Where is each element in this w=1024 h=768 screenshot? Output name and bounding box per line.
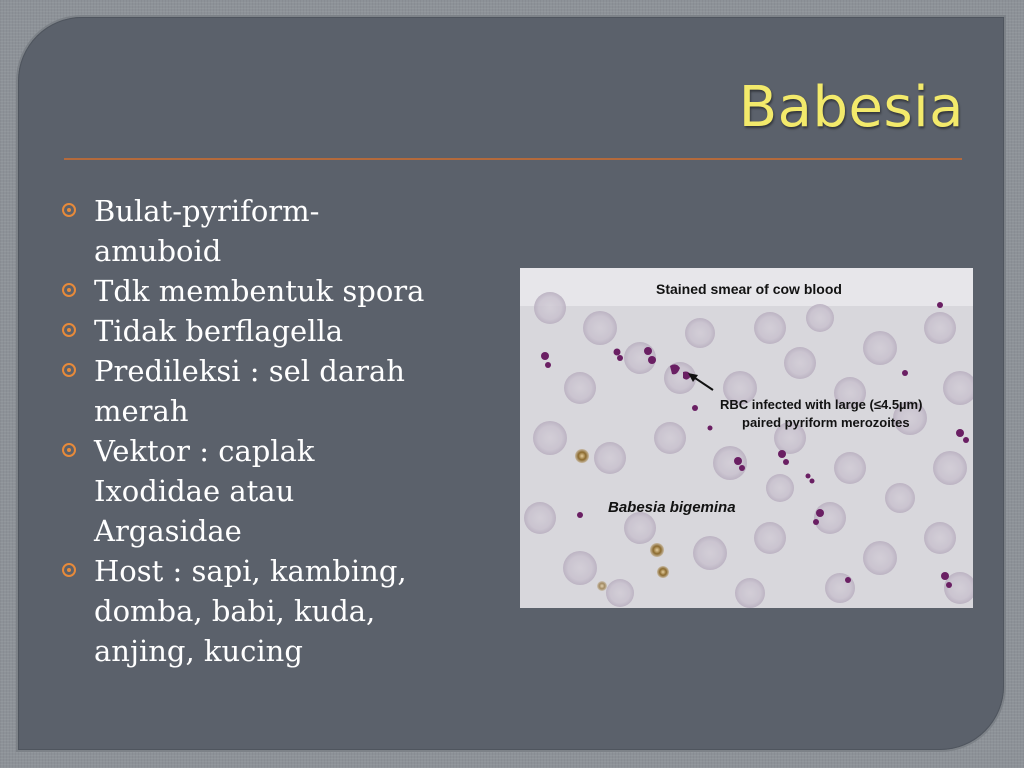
- bullet-circle-icon: [62, 443, 76, 457]
- bullet-circle-icon: [62, 203, 76, 217]
- annotation-line-1: RBC infected with large (≤4.5µm): [720, 397, 923, 412]
- slide-title: Babesia: [738, 75, 964, 140]
- bullet-circle-icon: [62, 283, 76, 297]
- bullet-item: [62, 191, 492, 271]
- bullet-item: [62, 311, 492, 351]
- caption-top: Stained smear of cow blood: [656, 281, 842, 297]
- blood-smear-micrograph: [520, 268, 973, 608]
- micrograph-image: [520, 268, 973, 608]
- bullet-list: [62, 191, 492, 671]
- bullet-item: [62, 271, 492, 311]
- bullet-circle-icon: [62, 363, 76, 377]
- bullet-text: Tidak berflagella: [94, 314, 344, 348]
- bullet-circle-icon: [62, 563, 76, 577]
- bullet-text: Bulat-pyriform- amuboid: [94, 194, 320, 268]
- annotation-line-2: paired pyriform merozoites: [742, 415, 910, 430]
- bullet-text: Host : sapi, kambing, domba, babi, kuda, anjing, kucing: [94, 554, 407, 668]
- bullet-item: [62, 551, 492, 671]
- bullet-item: [62, 351, 492, 431]
- bullet-text: Vektor : caplak Ixodidae atau Argasidae: [94, 434, 315, 548]
- title-divider: [64, 158, 962, 160]
- species-label: Babesia bigemina: [608, 499, 736, 516]
- bullet-text: Tdk membentuk spora: [94, 274, 425, 308]
- bullet-item: [62, 431, 492, 551]
- bullet-circle-icon: [62, 323, 76, 337]
- bullet-text: Predileksi : sel darah merah: [94, 354, 405, 428]
